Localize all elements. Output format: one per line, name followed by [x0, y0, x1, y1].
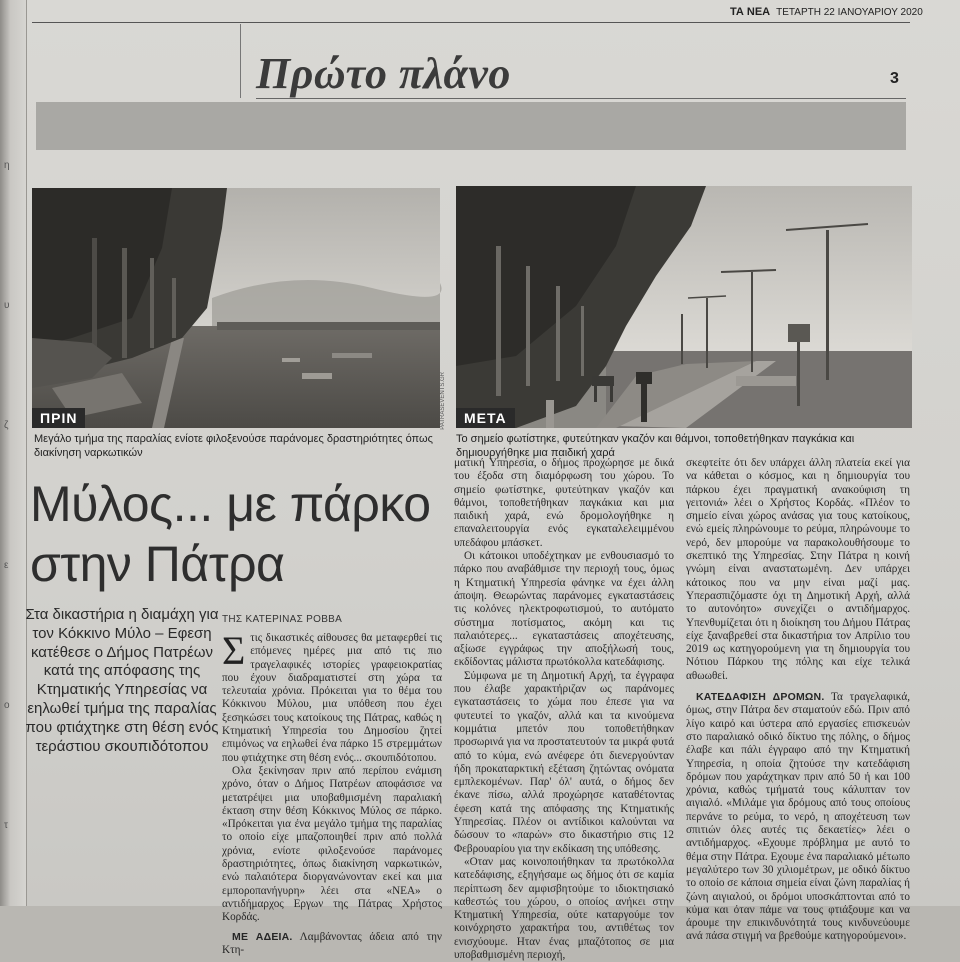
label-before: ΠΡΙΝ — [32, 408, 85, 428]
article-column-2 — [454, 457, 674, 961]
header-band — [36, 102, 906, 150]
column-2-paragraph: ματική Υπηρεσία, ο δήμος προχώρησε με δικά του έξοδα στη διαμόρφωση του χώρου. Το σημείο φωτίστηκε, φυτεύτηκαν γκαζόν και θάμνοι, τοποθετήθηκαν παγκάκια και μια παιδική χαρά, ενώ δρομολογήθηκε η επαναλειτουργία ενός εγκαταλελειμμένου υπεδάφου μπάσκετ. — [454, 457, 674, 549]
section-title: Πρώτο πλάνο — [256, 49, 511, 98]
photo-credit: PATRASEVENTS.GR — [440, 372, 446, 430]
subheading: ΚΑΤΕΔΑΦΙΣΗ ΔΡΟΜΩΝ. — [696, 691, 825, 704]
left-page-gutter — [0, 0, 27, 906]
column-2-paragraph: «Οταν μας κοινοποιήθηκαν τα πρωτόκολλα κατεδάφισης, εξηγήσαμε ως δήμος ότι σε καμία περίπτωση δεν αμφισβητούμε το ιδιοκτησιακό καθεστώς του χώρου, ο οποίος ανήκει στην Κτηματική Υπηρεσία, ούτε καταργούμε τον κοινόχρηστο χαρακτήρα του, αντιθέτως τον ενισχύουμε. Ηταν ένας μπαζότοπος σε μια υποβαθμισμένη περιοχή, — [454, 855, 674, 961]
top-rule — [32, 22, 910, 23]
article-lead: Στα δικαστήρια η διαμάχη για τον Κόκκινο Μύλο – Εφεση κατέθεσε ο Δήμος Πατρέων κατά της απόφασης της Κτηματικής Υπηρεσίας να εηλωθεί τμήμα της παραλίας που φτιάχτηκε στη θέση ενός τεράστιου σκουπιδότοπου — [25, 606, 219, 755]
margin-fragment: ζ — [4, 420, 9, 431]
caption-after: Το σημείο φωτίστηκε, φυτεύτηκαν γκαζόν και θάμνοι, τοποθετήθηκαν παγκάκια και δημιουργήθηκε μια παιδική χαρά — [456, 433, 855, 459]
photo-after-image — [456, 186, 912, 428]
photo-before-image — [32, 188, 440, 428]
margin-fragment: τ — [4, 820, 8, 831]
margin-fragment: ο — [4, 700, 10, 711]
column-3-paragraph: σκεφτείτε ότι δεν υπάρχει άλλη πλατεία εκεί για να κάθεται ο κόσμος, και η δημιουργία του πάρκου έχει πραγματική ανακούφιση τη γειτονιά» λέει ο Χρήστος Κορδάς. «Πλέον το σημείο είναι χώρος ανάσας για τους κατοίκους, ενώ εμείς πληρώνουμε το ρεύμα, πληρώνουμε το νερό, δεν μπορούμε να παρακολουθήσουμε το σκεπτικό της Υπηρεσίας. Στην Πάτρα η κοινή γνώμη είναι αναστατωμένη. Δεν υπάρχει κάτοικος που να μην είναι μαζί μας. Υπερασπιζόμαστε όχι τη Δημοτική Αρχή, αλλά το αυτονόητο» συνεχίζει ο αντιδήμαρχος. Υπενθυμίζεται ότι η διοίκηση του Δήμου Πάτρας είχε ξαναβρεθεί στα δικαστήρια τον Απρίλιο του 2019 ως κατηγορούμενη για τη δημιουργία του Νότιου Πάρκου της πόλης και είχε τελικά αθωωθεί. — [686, 457, 910, 682]
column-1-paragraph: Ολα ξεκίνησαν πριν από περίπου ενάμιση χρόνο, όταν ο Δήμος Πατρέων αποφάσισε να μετατρέψει μια υποβαθμισμένη παραλιακή έκταση στην θέση Κόκκινος Μύλος σε πάρκο. «Πρόκειται για ένα μεγάλο τμήμα της παραλίας το οποίο είχε μπαζοποιηθεί πριν από πολλά χρόνια, ενίοτε φιλοξενούσε παράνομες δραστηριότητες, όπως διακίνηση ναρκωτικών, ενώ παλαιότερα διοργανώνονταν εκεί και μια εμποροπανήγυρη» λέει στα «ΝΕΑ» ο αντιδήμαρχος Εργων της Πάτρας Χρήστος Κορδάς. — [222, 764, 442, 924]
paper-name: ΤΑ ΝΕΑ — [730, 6, 771, 18]
article-column-1 — [222, 628, 442, 956]
article-column-3 — [686, 457, 910, 943]
margin-fragment: η — [4, 160, 10, 171]
column-1-paragraph: Λαμβάνοντας άδεια από την Κτη- — [222, 930, 442, 956]
column-3-paragraph: Τα τραγελαφικά, όμως, στην Πάτρα δεν σταματούν εδώ. Πριν από λίγο καιρό και ύστερα από εργασίες επισκευών στο παραλιακό οδικό δίκτυο της πόλης, ο δήμος έλαβε και πάλι έγγραφο από την Κτηματική Υπηρεσία, η οποία ζητούσε την κατεδάφιση δρόμων που χαράχτηκαν πριν από 50 ή και 100 χρόνια, καθώς τμήματά τους κάλυπταν τον αιγιαλό. «Μιλάμε για δρόμους από τους οποίους περνάνε το ρεύμα, το νερό, η αποχέτευση των σπιτιών όλες αυτές τις δεκαετίες» λέει ο αντιδήμαρχος. «Εχουμε πρόβλημα με αυτό το θέμα στην Πάτρα. Εχουμε ένα παραλιακό μέτωπο μεγαλύτερο των 30 χιλιομέτρων, με οδικό δίκτυο το οποίο σε κάποια σημεία είναι ζώνη παραλίας ή ζώνη αιγιαλού, οι δρόμοι υποσκάπτονται από το κύμα και όταν πάμε να τους φτιάξουμε και να άρουμε την επικινδυνότητά τους κινδυνεύουμε ανά πάσα στιγμή να βρεθούμε κατηγορούμενοι». — [686, 691, 910, 943]
caption-before: Μεγάλο τμήμα της παραλίας ενίοτε φιλοξενούσε παράνομες δραστηριότητες όπως διακίνηση ναρκωτικών — [34, 433, 433, 459]
photo-after — [456, 186, 912, 428]
header-divider — [240, 24, 241, 98]
photo-before — [32, 188, 440, 428]
column-1-paragraph: τις δικαστικές αίθουσες θα μεταφερθεί τις επόμενες ημέρες μια από τις πιο τραγελαφικές ιστορίες γραφειοκρατίας που έχουν διαδραματιστεί στη χώρα τα τελευταία χρόνια. Πρόκειται για το θέμα του Κόκκινου Μύλου, μια υπόθεση που έχει ξεσηκώσει τους κατοίκους της Πάτρας, καθώς η Κτηματική Υπηρεσία του Δημοσίου ζητεί επιμόνως να εηλωθεί ένα πάρκο 15 στρεμμάτων που φτιάχτηκε στη θέση ενός... σκουπιδότοπου. — [222, 632, 442, 764]
drop-cap: Σ — [222, 628, 246, 673]
page-number: 3 — [890, 70, 899, 87]
margin-fragment: υ — [4, 300, 10, 311]
byline: ΤΗΣ ΚΑΤΕΡΙΝΑΣ ΡΟΒΒΑ — [222, 614, 343, 625]
article-headline: Μύλος... με πάρκο στην Πάτρα — [30, 476, 431, 592]
issue-date: ΤΕΤΑΡΤΗ 22 ΙΑΝΟΥΑΡΙΟΥ 2020 — [776, 7, 923, 18]
section-underline — [256, 98, 906, 99]
column-2-paragraph: Σύμφωνα με τη Δημοτική Αρχή, τα έγγραφα που έλαβε χαρακτήριζαν ως παράνομες εγκαταστάσεις το χώμα που έπεσε για να φυτευτεί το γκαζόν, αλλά και τα κινούμενα κομμάτια μπετόν που τοποθετήθηκαν προσωρινά για να προστατευτούν τα μικρά φυτά από το κύμα, ενώ ανέφερε ότι διενεργούνταν ήδη προκαταρκτική εξέταση ζητώντας ονόματα εμπλεκομένων. Παρ' όλ' αυτά, ο δήμος δεν έκανε πίσω, αλλά προχώρησε καταθέτοντας έφεση κατά της απόφασης της Κτηματικής Υπηρεσίας. Πλέον οι αντίδικοι καλούνται να δώσουν το «παρών» στο δικαστήριο στις 12 Φεβρουαρίου για την εκδίκαση της υπόθεσης. — [454, 669, 674, 855]
label-after: ΜΕΤΑ — [456, 408, 515, 428]
column-2-paragraph: Οι κάτοικοι υποδέχτηκαν με ενθουσιασμό το πάρκο που αναβάθμισε την περιοχή τους, όμως η Κτηματική Υπηρεσία φάνηκε να έχει άλλη άποψη. Θεωρώντας παράνομες εγκαταστάσεις τις κολόνες ηλεκτροφωτισμού, το αυτόματο σύστημα ποτίσματος, ακόμη και τις παλαιότερες... εγκαταστάσεις αποχέτευσης, αξίωσε εγγράφως την αποξήλωσή τους, εκδίδοντας μάλιστα πρωτόκολλα κατεδάφισης. — [454, 550, 674, 669]
masthead — [730, 6, 930, 22]
subheading: ΜΕ ΑΔΕΙΑ. — [232, 930, 293, 943]
margin-fragment: ε — [4, 560, 9, 571]
